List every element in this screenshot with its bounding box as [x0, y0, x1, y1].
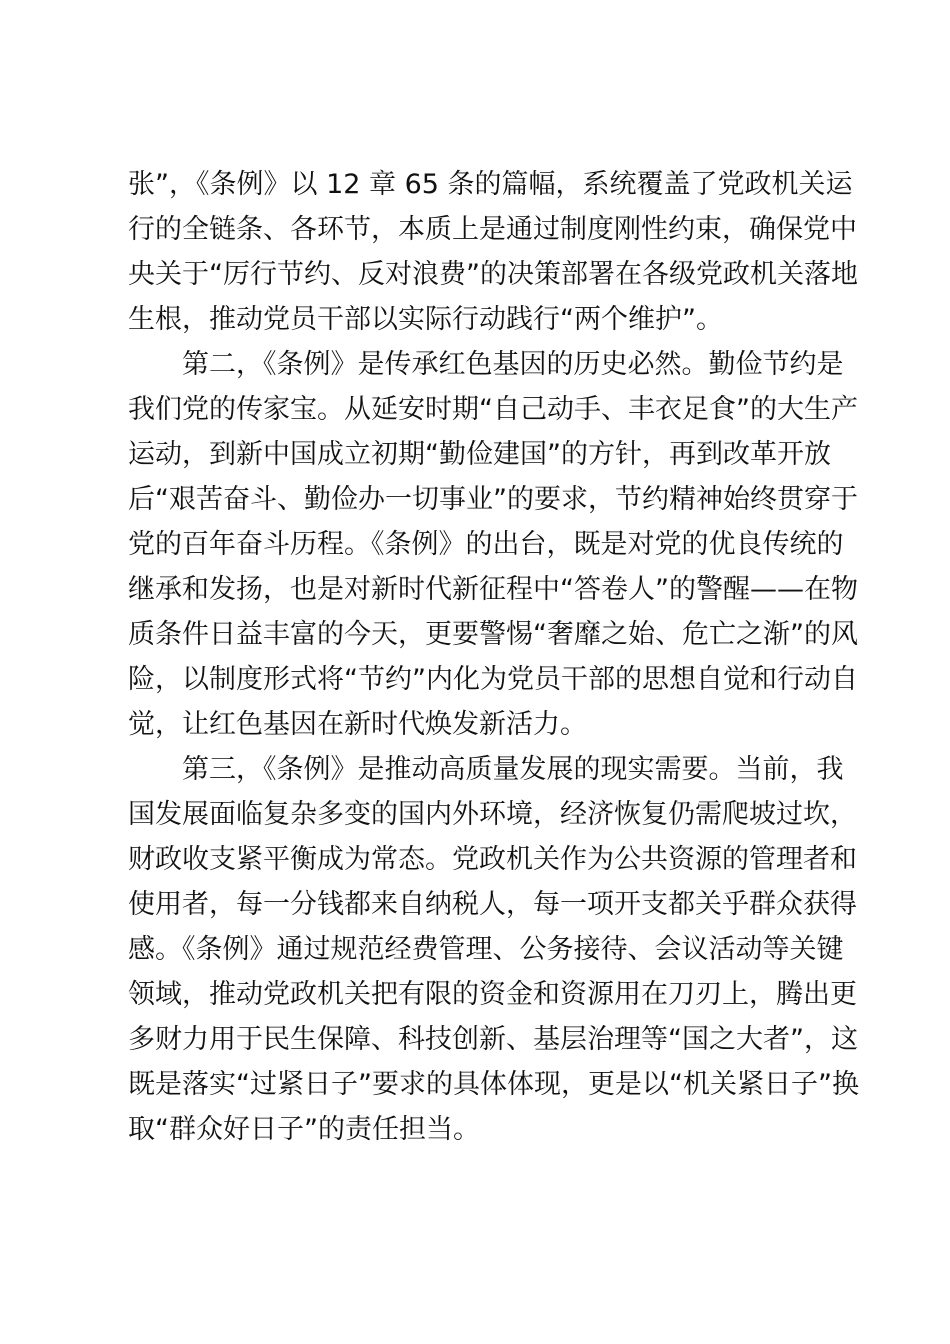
- text-line: 党的百年奋斗历程。《条例》的出台，既是对党的优良传统的: [128, 529, 844, 560]
- text-line: 张”，《条例》以 12 章 65 条的篇幅，系统覆盖了党政机关运: [128, 169, 853, 200]
- text-line: 国发展面临复杂多变的国内外环境，经济恢复仍需爬坡过坎，: [128, 799, 857, 830]
- text-line: 既是落实“过紧日子”要求的具体体现，更是以“机关紧日子”换: [128, 1069, 859, 1100]
- text-line: 使用者，每一分钱都来自纳税人，每一项开支都关乎群众获得: [128, 889, 857, 920]
- text-line: 我们党的传家宝。从延安时期“自己动手、丰衣足食”的大生产: [128, 394, 858, 425]
- paragraph-start-line: 第二，《条例》是传承红色基因的历史必然。勤俭节约是: [182, 349, 844, 380]
- text-line: 运动，到新中国成立初期“勤俭建国”的方针，再到改革开放: [128, 439, 831, 470]
- text-line: 后“艰苦奋斗、勤俭办一切事业”的要求，节约精神始终贯穿于: [128, 484, 858, 515]
- text-line: 取“群众好日子”的责任担当。: [128, 1114, 480, 1145]
- text-line: 央关于“厉行节约、反对浪费”的决策部署在各级党政机关落地: [128, 259, 858, 290]
- text-line: 险，以制度形式将“节约”内化为党员干部的思想自觉和行动自: [128, 664, 858, 695]
- text-line: 财政收支紧平衡成为常态。党政机关作为公共资源的管理者和: [128, 844, 857, 875]
- text-line: 领域，推动党政机关把有限的资金和资源用在刀刃上，腾出更: [128, 979, 857, 1010]
- paragraph-start-line: 第三，《条例》是推动高质量发展的现实需要。当前，我: [182, 754, 844, 785]
- text-line: 感。《条例》通过规范经费管理、公务接待、会议活动等关键: [128, 934, 844, 965]
- text-line: 多财力用于民生保障、科技创新、基层治理等“国之大者”，这: [128, 1024, 858, 1055]
- text-line: 继承和发扬，也是对新时代新征程中“答卷人”的警醒——在物: [128, 574, 858, 605]
- text-line: 生根，推动党员干部以实际行动践行“两个维护”。: [128, 304, 723, 335]
- text-line: 觉，让红色基因在新时代焕发新活力。: [128, 709, 587, 740]
- text-line: 质条件日益丰富的今天，更要警惕“奢靡之始、危亡之渐”的风: [128, 619, 858, 650]
- text-line: 行的全链条、各环节，本质上是通过制度刚性约束，确保党中: [128, 214, 857, 245]
